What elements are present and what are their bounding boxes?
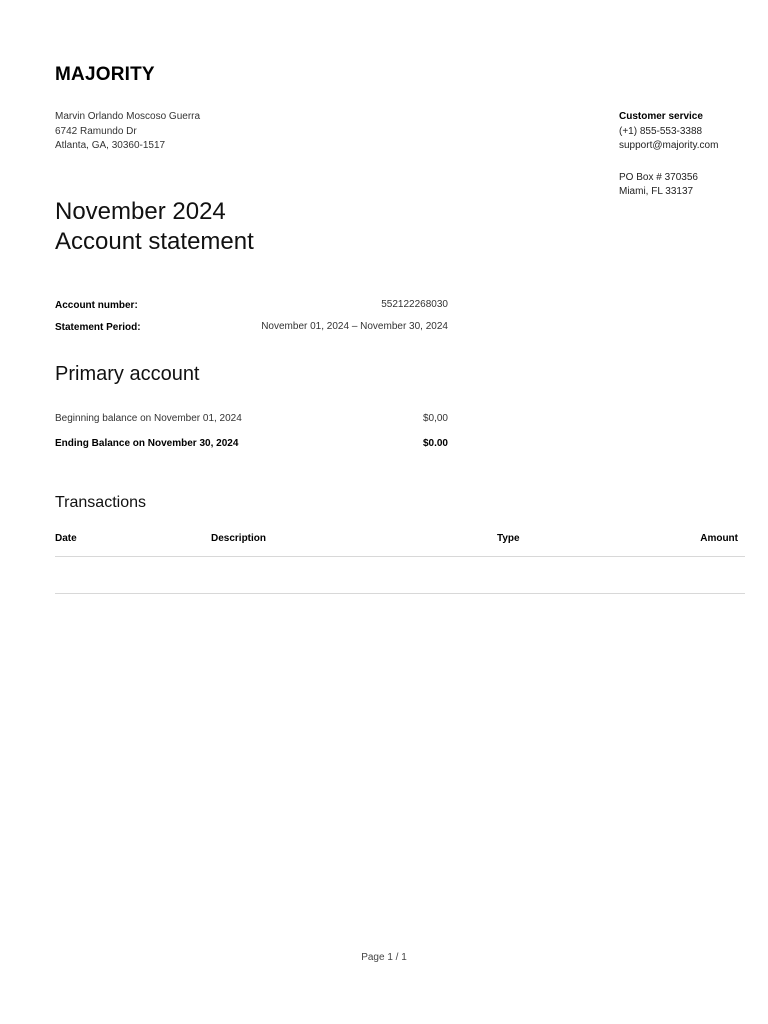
table-header-divider: [55, 556, 745, 557]
customer-service-email: support@majority.com: [619, 140, 719, 151]
statement-heading: Account statement: [55, 227, 254, 255]
beginning-balance-value: $0,00: [422, 413, 448, 424]
account-number-label: Account number:: [55, 300, 138, 311]
column-header-type: Type: [497, 533, 520, 544]
statement-title: [55, 197, 254, 256]
customer-service-heading: Customer service: [619, 111, 703, 122]
ending-balance-label: Ending Balance on November 30, 2024: [55, 438, 239, 449]
po-city: Miami, FL 33137: [619, 186, 694, 197]
customer-service-phone: (+1) 855-553-3388: [619, 125, 703, 137]
statement-period-value: November 01, 2024 – November 30, 2024: [261, 321, 448, 332]
column-header-date: Date: [55, 533, 77, 544]
column-header-amount: Amount: [700, 533, 738, 544]
beginning-balance-label: Beginning balance on November 01, 2024: [55, 413, 242, 424]
account-number-value: 552122268030: [381, 299, 448, 310]
column-header-description: Description: [211, 533, 267, 544]
statement-month: November 2024: [55, 198, 226, 225]
table-bottom-divider: [55, 593, 745, 594]
customer-city: Atlanta, GA, 30360-1517: [55, 140, 166, 151]
statement-period-label: Statement Period:: [55, 322, 141, 333]
customer-address: [55, 110, 200, 154]
customer-street: 6742 Ramundo Dr: [55, 125, 137, 137]
customer-service-block: [619, 110, 718, 200]
page-number: Page 1 / 1: [361, 952, 407, 963]
po-box: PO Box # 370356: [619, 171, 698, 183]
primary-account-heading: Primary account: [55, 363, 200, 385]
transactions-heading: Transactions: [55, 494, 146, 511]
ending-balance-value: $0.00: [422, 438, 448, 449]
majority-logo: MAJORITY: [55, 64, 155, 85]
customer-name: Marvin Orlando Moscoso Guerra: [55, 111, 201, 122]
